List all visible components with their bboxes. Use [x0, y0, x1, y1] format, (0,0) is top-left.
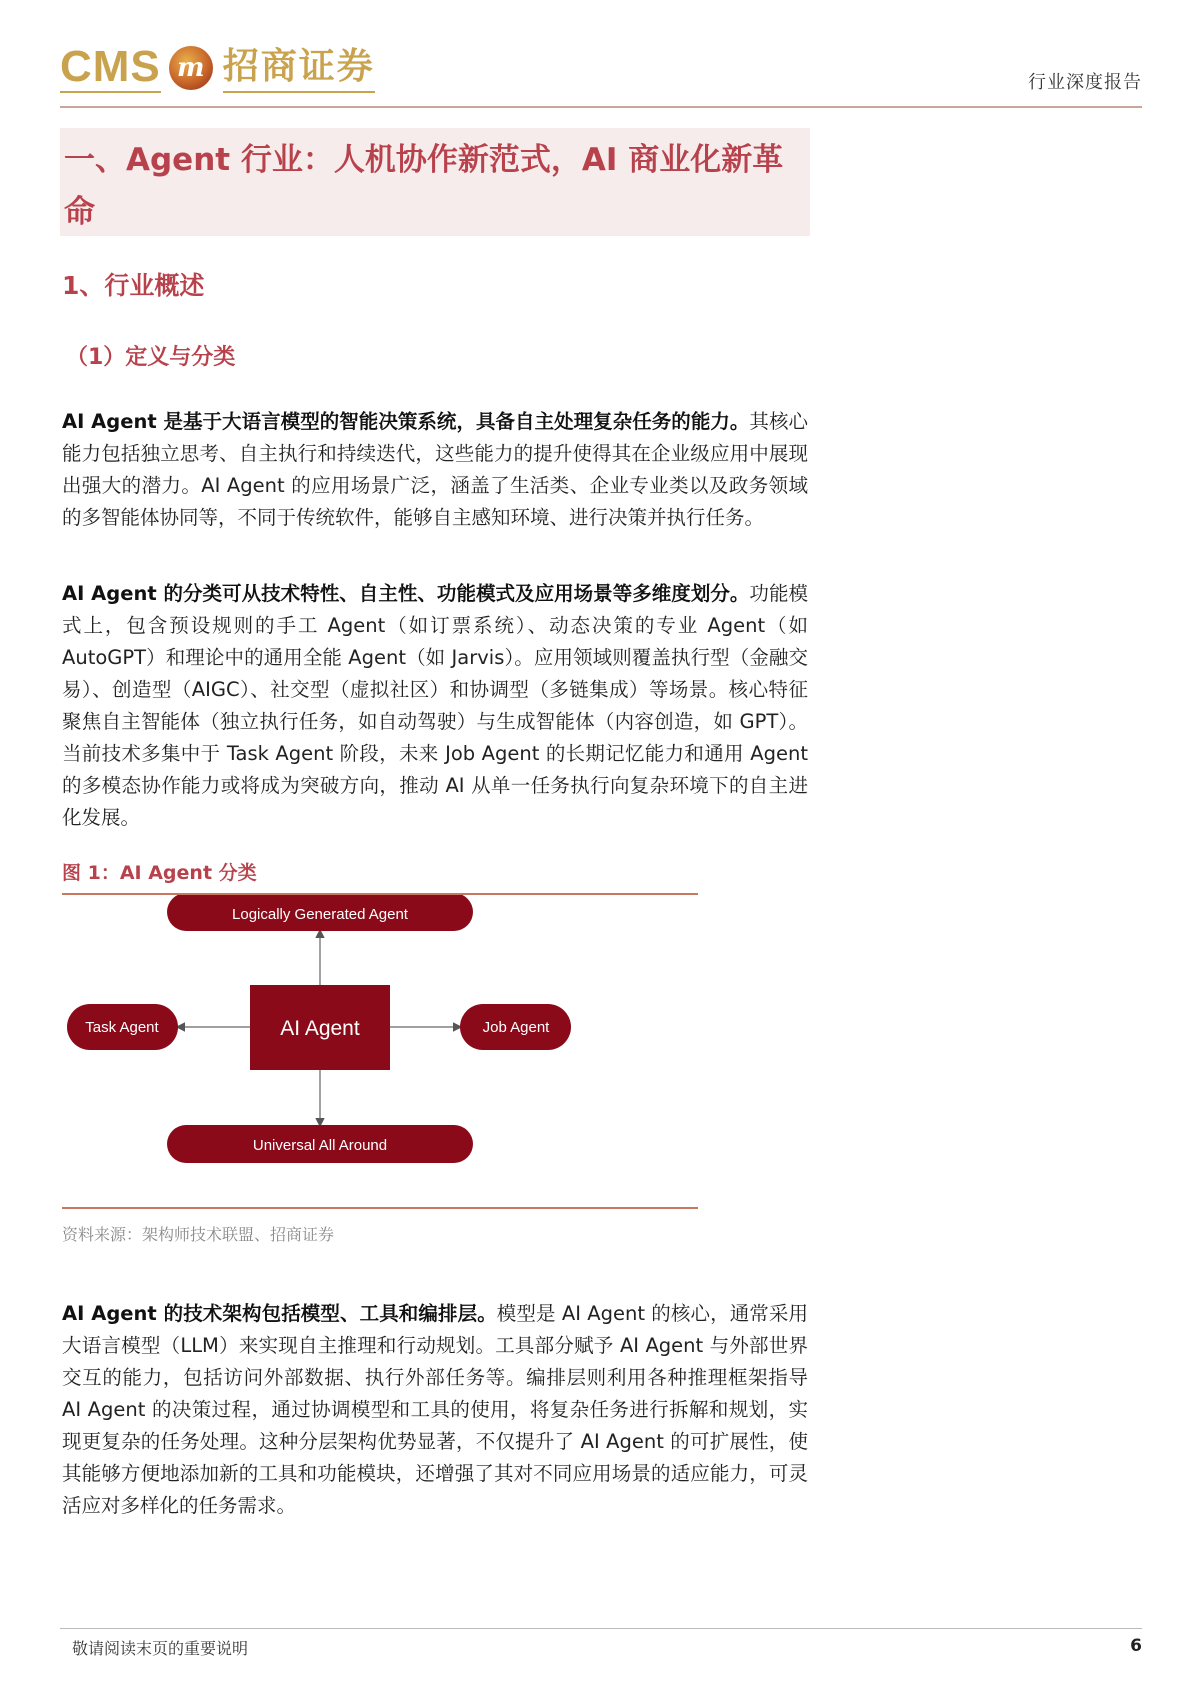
paragraph-classification: [62, 578, 808, 834]
sub-subsection-heading: （1）定义与分类: [66, 345, 236, 370]
figure-source: 资料来源：架构师技术联盟、招商证券: [62, 1225, 335, 1244]
figure-title: 图 1：AI Agent 分类: [62, 862, 257, 884]
page-number: 6: [1130, 1636, 1142, 1656]
footer-divider: [60, 1628, 1142, 1629]
paragraph-lead: AI Agent 的分类可从技术特性、自主性、功能模式及应用场景等多维度划分。: [62, 582, 750, 605]
footer-disclaimer-note: 敬请阅读末页的重要说明: [72, 1639, 249, 1658]
subsection-heading: 1、行业概述: [62, 271, 205, 300]
node-center-label: AI Agent: [280, 1017, 360, 1040]
report-type-label: 行业深度报告: [1028, 72, 1142, 93]
node-bottom-label: Universal All Around: [252, 1137, 388, 1154]
logo-emblem-icon: m: [169, 46, 213, 90]
paragraph-body: 其核心能力包括独立思考、自主执行和持续迭代，这些能力的提升使得其在企业级应用中展现出强大的潜力。AI Agent 的应用场景广泛，涵盖了生活类、企业专业类以及政务领域的多智能体协同等，不同于传统软件，能够自主感知环境、进行决策并执行任务。: [62, 410, 808, 529]
figure-bottom-rule: [62, 1207, 698, 1209]
company-logo: [60, 40, 375, 96]
section-title-box: [60, 128, 810, 236]
paragraph-architecture: [62, 1298, 808, 1522]
paragraph-definition: [62, 406, 808, 534]
paragraph-body: 功能模式上，包含预设规则的手工 Agent（如订票系统）、动态决策的专业 Agent（如 AutoGPT）和理论中的通用全能 Agent（如 Jarvis）。应用领域则覆盖执行型（金融交易）、创造型（AIGC）、社交型（虚拟社区）和协调型（多链集成）等场景。核心特征聚焦自主智能体（独立执行任务，如自动驾驶）与生成智能体（内容创造，如 GPT）。当前技术多集中于 Task Agent 阶段，未来 Job Agent 的长期记忆能力和通用 Agent 的多模态协作能力或将成为突破方向，推动 AI 从单一任务执行向复杂环境下的自主进化发展。: [62, 582, 808, 829]
node-top-label: Logically Generated Agent: [232, 906, 408, 923]
node-left-label: Task Agent: [85, 1019, 159, 1036]
paragraph-lead: AI Agent 是基于大语言模型的智能决策系统，具备自主处理复杂任务的能力。: [62, 410, 750, 433]
paragraph-body: 模型是 AI Agent 的核心，通常采用大语言模型（LLM）来实现自主推理和行动规划。工具部分赋予 AI Agent 与外部世界交互的能力，包括访问外部数据、执行外部任务等。编排层则利用各种推理框架指导 AI Agent 的决策过程，通过协调模型和工具的使用，将复杂任务进行拆解和规划，实现更复杂的任务处理。这种分层架构优势显著，不仅提升了 AI Agent 的可扩展性，使其能够方便地添加新的工具和功能模块，还增强了其对不同应用场景的适应能力，可灵活应对多样化的任务需求。: [62, 1302, 808, 1517]
page-header: [60, 40, 1142, 110]
logo-chinese-text: 招商证券: [223, 43, 375, 93]
node-right-label: Job Agent: [482, 1019, 550, 1036]
ai-agent-classification-diagram: [62, 895, 698, 1207]
section-title: 一、Agent 行业：人机协作新范式，AI 商业化新革命: [64, 142, 784, 230]
logo-cms-text: CMS: [60, 42, 161, 91]
header-divider: [60, 106, 1142, 108]
paragraph-lead: AI Agent 的技术架构包括模型、工具和编排层。: [62, 1302, 497, 1325]
